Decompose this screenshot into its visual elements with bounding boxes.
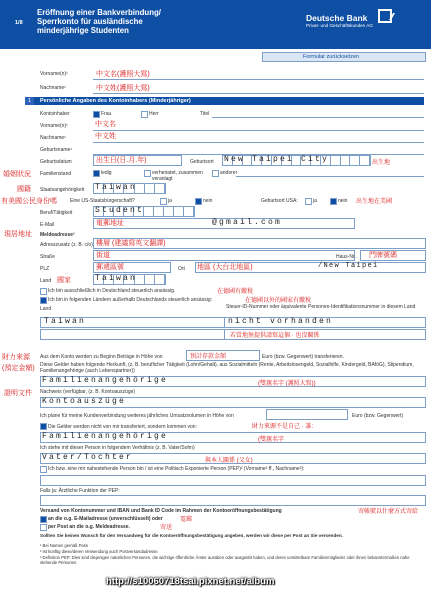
- land-value: Taiwan: [95, 274, 138, 283]
- tax-abroad-checkbox[interactable]: [40, 297, 47, 304]
- geburtsdatum-label: Geburtsdatum: [40, 159, 72, 165]
- top-vorname-label: Vorname(n)¹: [40, 71, 68, 77]
- ort-value: 地區 (大台北地區): [197, 264, 253, 271]
- email-value: 電郵地址: [96, 220, 124, 227]
- us-geb-ja-checkbox[interactable]: [305, 198, 312, 205]
- income-text: Aus dem Konto werden zu Beginn Beträge in Höhe von: [40, 354, 163, 360]
- versand-email-checkbox[interactable]: [40, 516, 47, 523]
- umsatz-field[interactable]: [266, 409, 348, 420]
- titel-label: Titel: [200, 111, 210, 117]
- vorname-label: Vorname(n)¹: [40, 123, 68, 129]
- bank-name: Deutsche Bank: [306, 13, 368, 23]
- nachweis-value: Kontoauszüge: [42, 397, 127, 406]
- income-amount: 預計存款金額: [190, 354, 227, 360]
- herr-checkbox[interactable]: [141, 111, 148, 118]
- tax-abroad-label: Ich bin in folgenden Ländern außerhalb Deutschlands steuerlich ansässig:: [48, 297, 212, 303]
- nachname-field[interactable]: 中文姓: [95, 133, 116, 140]
- adress-value: 樓層 (建議寫英文翻譯): [96, 240, 166, 247]
- us-ja-label: ja: [168, 198, 172, 204]
- us-geb-ja-label: ja: [313, 198, 317, 204]
- melde-label: Meldeadresse²: [40, 232, 75, 238]
- pep-fall-field[interactable]: [40, 495, 426, 506]
- strasse-value: 街道: [96, 252, 110, 259]
- anderer-label: anderer: [220, 170, 238, 176]
- strasse-label: Straße: [40, 254, 56, 260]
- annot-doc: 證明文件: [4, 390, 32, 397]
- annot-email: 電郵: [180, 517, 193, 523]
- form-title-line3: minderjährige Studenten: [37, 26, 129, 35]
- us-nein-label: nein: [203, 198, 213, 204]
- nachname-label: Nachname¹: [40, 135, 66, 141]
- tax-col-tin: Steuer-ID-Nummer oder äquivalente Personen-Identifikationsnummer in diesem Land: [226, 304, 416, 310]
- annot-post: 寄送: [160, 525, 173, 531]
- familienstand-label: Familienstand: [40, 171, 72, 177]
- land-label: Land: [40, 278, 52, 284]
- tax-row-tin: nicht vorhanden: [228, 317, 334, 326]
- plz-value: 郵遞區號: [96, 264, 124, 271]
- annot-melde: 現居地址: [4, 231, 32, 238]
- annot-source: 財力來源: [2, 354, 30, 361]
- annot-tax-only-de: 在德國有繳稅: [217, 289, 254, 295]
- watermark-url: http://s10060718tsai.pixnet.net/album: [106, 576, 275, 587]
- adress-label: Adresszusatz (z. B. c/o): [40, 242, 93, 248]
- versand-email-label: an die o.g. E-Mailadresse (unverschlüsselt) oder: [48, 516, 163, 522]
- staat-label: Staatsangehörigkeit: [40, 187, 85, 193]
- us-label: Eine US-Staatsbürgerschaft?: [70, 198, 135, 204]
- geburtsort-value: New Taipei City: [224, 155, 330, 164]
- us-geb-label: Geburtsort USA:: [261, 198, 298, 204]
- umsatz-text: Ich plane für meine Kundenverbindung weiteres jährliches Umsatzvolumen in Höhe von: [40, 413, 234, 419]
- ort-city: /New Taipei: [318, 262, 379, 270]
- tax-col-land: Land: [40, 306, 52, 312]
- herr-label: Herr: [149, 111, 159, 117]
- verheiratet-label: verheiratet, zusammen veranlagt: [152, 170, 203, 182]
- reset-form-label: Formular zurücksetzen: [303, 53, 359, 60]
- hausnr-value: 門牌號碼: [369, 252, 397, 259]
- us-geb-nein-label: nein: [338, 198, 348, 204]
- annot-staat: 國籍: [17, 186, 31, 193]
- us-nein-checkbox[interactable]: [195, 198, 202, 205]
- annot-land: 國家: [57, 277, 71, 284]
- page-code: 1/8: [15, 20, 23, 26]
- frau-checkbox[interactable]: [93, 111, 100, 118]
- annot-tin: 若當地無提供請寫這個 · 也沒關係: [230, 333, 320, 339]
- nachweis-label: Nachweis (verfügbar, (z. B. Kontoauszüge): [40, 389, 136, 395]
- versand-post-label: per Post an die o.g. Meldeadresse.: [48, 524, 130, 530]
- verh-note: 與本人關係 (父女): [205, 458, 253, 464]
- income-source-text: Diese Gelder haben folgende Herkunft, (z. B. beruflicher Tätigkeit (Lohn/Gehalt), aus Sozialmitteln (Rente, Arbeitslosengeld, Sozialhilfe, Kindergeld, BAföG), Stipendium, Familienangehörige (auch Lebenspartner)): [40, 362, 414, 374]
- plz-label: PLZ: [40, 266, 50, 272]
- bank-sub: Privat- und Geschäftskunden AG: [306, 23, 373, 28]
- gelder-text: Die Gelder werden nicht von mir transferiert, sondern kommen von:: [48, 424, 197, 430]
- sollten-text: Sollten Sie keinen Wunsch für den Versandweg für die Kontoeröffnungsbestätigung angeben, werden wir diese per Post an Sie versenden.: [40, 533, 343, 538]
- versand-post-checkbox[interactable]: [40, 524, 47, 531]
- form-title-line1: Eröffnung einer Bankverbindung/: [37, 8, 161, 17]
- annot-versand: 寄帳號以什麼方式寄給: [358, 509, 419, 515]
- hausnr-label: Haus-Nr.: [336, 254, 356, 260]
- gelder-note: (雙親名字: [258, 437, 284, 443]
- beruf-label: Beruf/Tätigkeit: [40, 210, 73, 216]
- gelder-value: Familienangehörige: [42, 432, 169, 441]
- us-geb-nein-checkbox[interactable]: [330, 198, 337, 205]
- income-after: Euro (bzw. Gegenwert) transferieren.: [262, 354, 344, 360]
- income-source-note: (雙親名字 (護照大寫)): [258, 381, 316, 387]
- footnote-3: ³ Definition PEP: Dies sind diejenigen natürlichen Personen, die wichtige öffentliche Ämter ausüben oder ausgeübt haben, und deren unmittelbare Familienmitglieder oder ihnen bekanntermaßen nahe stehende Personen.: [40, 555, 410, 565]
- staat-value: Taiwan: [95, 183, 138, 192]
- ort-label: Ort: [178, 266, 185, 272]
- top-nachname-label: Nachname¹: [40, 85, 66, 91]
- deutsche-bank-logo-icon: [378, 9, 392, 23]
- kontoinhaber-label: Kontoinhaber: [40, 111, 70, 117]
- annot-us-geb: 出生地在美國: [356, 199, 393, 205]
- geburtsdatum-value: 出生日(日.月.年): [96, 157, 147, 164]
- geburtsort-note: 出生地: [372, 160, 391, 166]
- vorname-field[interactable]: 中文名: [95, 121, 116, 128]
- income-source-value: Familienangehörige: [42, 376, 169, 385]
- verh-value: Vater/Tochter: [42, 453, 134, 462]
- annot-source-2: (預定金額): [2, 365, 35, 372]
- verh-text: Ich stehe mit dieser Person in folgendem Verhältnis (z. B. Vater/Sohn): [40, 445, 195, 451]
- footnote-2: ² Ist künftig diese/deren Verwendung auch Postversandadresse.: [40, 549, 159, 554]
- email-domain: @gmail.com: [212, 218, 283, 227]
- strasse-field[interactable]: [93, 250, 355, 261]
- tax-row-land: Taiwan: [44, 317, 87, 326]
- top-nachname-field[interactable]: 中文姓(護照大寫): [96, 85, 150, 92]
- form-title-line2: Sperrkonto für ausländische: [37, 17, 143, 26]
- us-ja-checkbox[interactable]: [160, 198, 167, 205]
- beruf-value: Student: [95, 206, 145, 215]
- frau-label: Frau: [101, 111, 112, 117]
- versand-text: Versand von Kontonummer und IBAN und Bank ID Code im Rahmen der Kontoeröffnungsbestätigung: [40, 508, 282, 514]
- ledig-checkbox[interactable]: [93, 170, 100, 177]
- email-label: E-Mail: [40, 222, 55, 228]
- annot-tax-abroad: 在德國以外的國家有繳稅: [245, 298, 312, 304]
- annot-gelder: 財力來源不是自己 · 誰:: [252, 424, 313, 430]
- pep-checkbox[interactable]: [40, 466, 47, 473]
- geburtsort-label: Geburtsort: [190, 159, 214, 165]
- annot-familienstand: 婚姻狀況: [3, 171, 31, 178]
- geburtsname-label: Geburtsname¹: [40, 147, 72, 153]
- reset-form-button[interactable]: [262, 52, 426, 62]
- tax-only-de-checkbox[interactable]: [40, 288, 47, 295]
- gelder-checkbox[interactable]: [40, 423, 47, 430]
- footnote-1: ¹ Bei Namen gemäß Pass: [40, 543, 88, 548]
- section-1-title: Persönliche Angaben des Kontoinhabers (Minderjähriger): [40, 98, 191, 104]
- pep-field[interactable]: [40, 475, 426, 486]
- section-1-number: 1: [25, 97, 34, 105]
- ledig-label: ledig: [101, 170, 112, 176]
- annot-us: 有美國公民身份嗎: [1, 198, 57, 205]
- tax-only-de-label: Ich bin ausschließlich in Deutschland steuerlich ansässig.: [48, 288, 176, 294]
- umsatz-after: Euro (bzw. Gegenwert): [352, 413, 404, 419]
- verheiratet-checkbox[interactable]: [144, 170, 151, 177]
- top-vorname-field[interactable]: 中文名(護照大寫): [96, 71, 150, 78]
- anderer-checkbox[interactable]: [212, 170, 219, 177]
- pep-text: Ich bzw. eine mir nahestehende Person bin / ist eine Politisch Exponierte Person (PEP)² (Vorname² ff., Nachname²):: [48, 466, 305, 472]
- pep-fall: Falls ja: Ärztliche Funktion der PEP:: [40, 488, 120, 494]
